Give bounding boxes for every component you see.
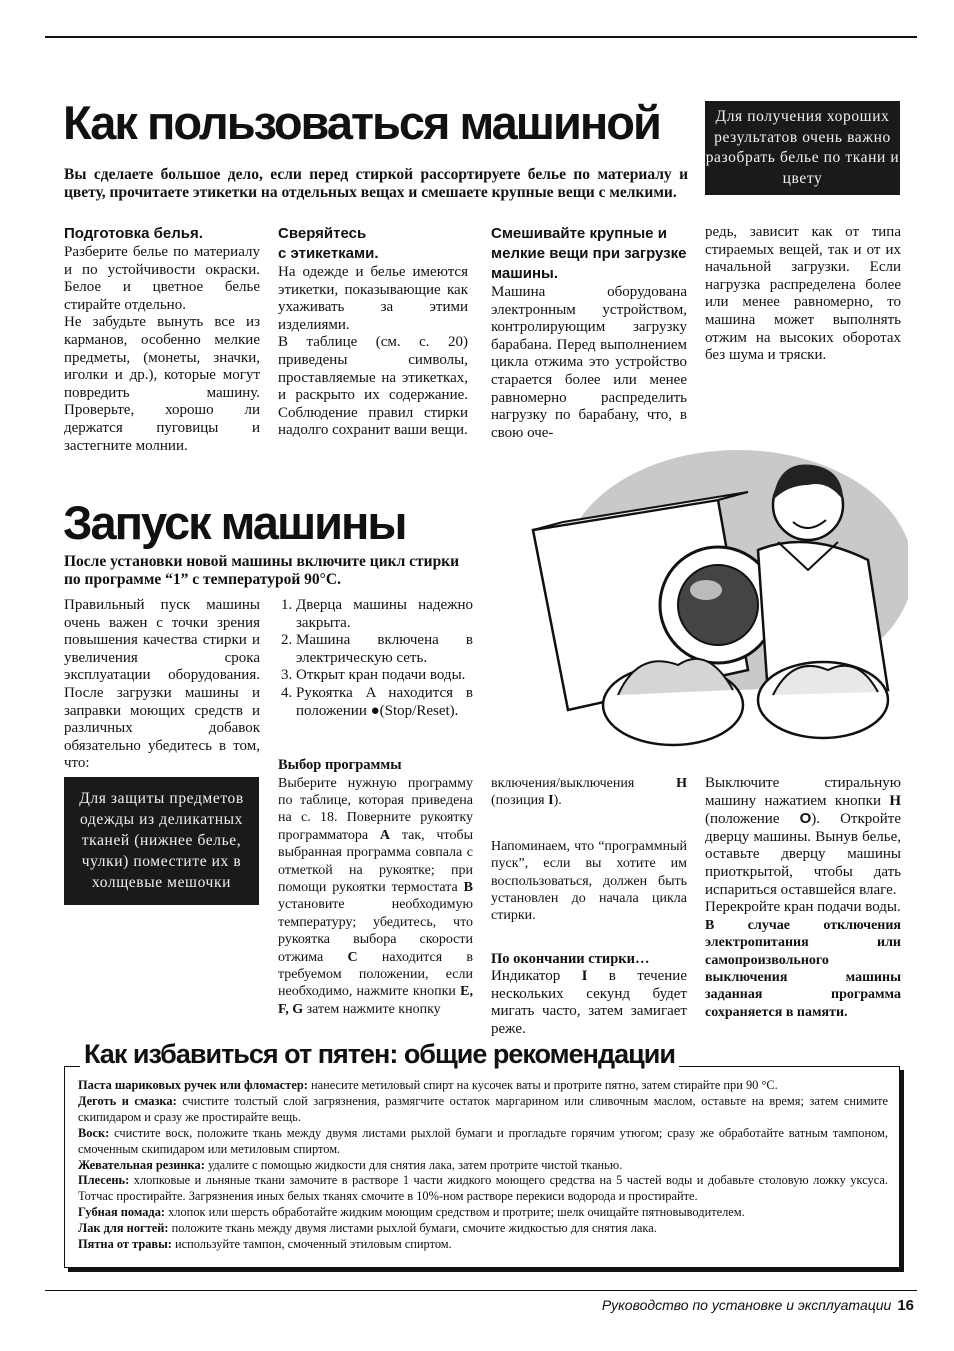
column-power-off <box>705 775 901 1021</box>
indicator-i-label-2: I <box>581 968 588 985</box>
machine-door-inner <box>678 565 758 645</box>
program-text-c: установите необходимую температуру; убедитесь, что рукоятка выбора скорости отжима <box>278 897 473 965</box>
end-text-a: Индикатор <box>491 968 582 985</box>
page-footer <box>602 1297 914 1314</box>
program-text-b: так, чтобы выбранная программа совпала с отметкой на рукоятке; при помощи рукоятки термостата <box>278 827 473 895</box>
stain-item <box>78 1205 888 1221</box>
section2-title: Запуск машины <box>63 496 406 549</box>
washing-machine-illustration <box>508 430 908 760</box>
text-mix-items: Машина оборудована электронным устройством, контролирующим загрузку барабана. Перед выполнением цикла отжима это устройство старается более или менее равномерно распределить нагрузку по барабану, что, в свою оче- <box>491 284 687 441</box>
checklist-item: 4. Рукоятка A находится в положении ●(Stop/Reset). <box>296 685 473 720</box>
text-check-labels-2: В таблице (см. с. 20) приведены символы, проставляемые на этикетках, и раскрыто их содержание. Соблюдение правил стирки надолго сохранит ваши вещи. <box>278 334 468 439</box>
stain-label: Воск: <box>78 1125 110 1140</box>
tip-box-text: Для получения хороших результатов очень важно разобрать белье по ткани и цвету <box>705 108 900 187</box>
heading-program-select: Выбор программы <box>278 757 402 773</box>
stain-item <box>78 1173 888 1205</box>
tip-box-delicates-text: Для защиты предметов одежды из деликатных тканей (нижнее белье, чулки) поместите их в холщевые мешочки <box>79 790 244 891</box>
text-power-failure: В случае отключения электропитания или самопроизвольного выключения машины заданная программа сохраняется в памяти. <box>705 917 901 1020</box>
tip-box-sorting <box>705 101 900 195</box>
page-title: Как пользоваться машиной <box>63 96 660 149</box>
heading-check-labels-line1: Сверяйтесь <box>278 225 367 242</box>
door-glass-highlight <box>690 580 722 600</box>
button-h-label: H <box>676 776 687 791</box>
power-text-b: (позиция <box>491 793 549 809</box>
page-number: 16 <box>897 1297 914 1314</box>
stain-removal-title: Как избавиться от пятен: общие рекомендации <box>80 1038 679 1070</box>
stain-text: нанесите метиловый спирт на кусочек ваты и протрите пятно, затем стирайте при 90 °С. <box>307 1078 778 1092</box>
text-laundry-prep-1: Разберите белье по материалу и по устойчивости окраски. Белое и цветное белье стирайте отдельно. <box>64 244 260 313</box>
checklist <box>278 597 473 720</box>
text-load-balance: редь, зависит как от типа стираемых вещей, так и от их начальной загрузки. Если нагрузка распределена более или менее равномерно, то машина может выполнять отжим на высоких оборотах без шума и тряски. <box>705 224 901 364</box>
position-o-label: O <box>799 810 812 828</box>
heading-check-labels-line2: с этикетками. <box>278 245 379 262</box>
buttons-efg-label: E, F, G <box>278 984 473 1017</box>
text-program-start-reminder: Напоминаем, что “программный пуск”, если вы хотите им воспользоваться, должен быть установлен до начала цикла стирки. <box>491 838 687 924</box>
stain-label: Лак для ногтей: <box>78 1221 169 1236</box>
program-text-a: Выберите нужную программу по таблице, которая приведена на с. 18. Поверните рукоятку программатора <box>278 775 473 843</box>
text-close-tap: Перекройте кран подачи воды. <box>705 899 901 916</box>
text-proper-start: Правильный пуск машины очень важен с точки зрения повышения качества стирки и увеличения срока эксплуатации оборудования. После загрузки машины и заправки моющих средств и различных добавок обязательно убедитесь в том, что: <box>64 597 260 772</box>
stain-text: хлопковые и льняные ткани замочите в растворе 1 части жидкого моющего средства на 5 частей воды и добавьте столовую ложку уксуса. Тотчас простирайте. Загрязнения иных белых тканях смочите в 10%-ном растворе перекиси водорода и простирайте. <box>78 1173 888 1204</box>
column-laundry-prep <box>64 224 260 455</box>
stain-text: хлопок или шерсть обработайте жидким моющим средством и протрите; шелк очищайте пятновыводителем. <box>165 1205 745 1220</box>
text-power-on <box>491 775 687 810</box>
stain-text: используйте тампон, смоченный этиловым спиртом. <box>171 1237 452 1252</box>
stain-label: Паста шариковых ручек или фломастер: <box>78 1078 308 1092</box>
power-text-c: ). <box>553 793 562 809</box>
stain-label: Плесень: <box>78 1173 130 1188</box>
top-rule <box>45 36 917 38</box>
checklist-item: 1. Дверца машины надежно закрыта. <box>296 597 473 632</box>
button-h-label-2: H <box>889 792 901 809</box>
program-text-d: находится в требуемом положении, если необходимо, нажмите кнопки <box>278 949 474 1000</box>
stain-removal-list <box>78 1078 888 1253</box>
knob-c-label: C <box>347 949 358 965</box>
stain-label: Пятна от травы: <box>78 1237 172 1252</box>
knob-a-label: A <box>379 827 391 843</box>
stain-label: Жевательная резинка: <box>78 1157 205 1172</box>
stain-text: счистите толстый слой загрязнения, размягчите остаток маргарином или сливочным маслом, оставьте на время; затем снимите скипидаром и сразу же простирайте вещь. <box>78 1093 888 1124</box>
stain-item <box>78 1094 888 1126</box>
column-mix-items <box>491 224 687 442</box>
heading-end-of-wash: По окончании стирки… <box>491 950 650 967</box>
stain-text: положите ткань между двумя листами рыхлой бумаги, смочите жидкостью для снятия лака. <box>168 1221 657 1236</box>
text-end-of-wash <box>491 968 687 1038</box>
stain-text: удалите с помощью жидкости для снятия лака, затем протрите чистой тканью. <box>204 1157 623 1172</box>
text-laundry-prep-2: Не забудьте вынуть все из карманов, особенно мелкие предметы, (монеты, значки, иголки и др.), которые могут повредить машину. Проверьте, хорошо ли держатся пуговицы и застегните молнии. <box>64 314 260 454</box>
column-checklist <box>278 597 473 720</box>
column-power-on <box>491 775 687 1038</box>
footer-text: Руководство по установке и эксплуатации <box>601 1297 892 1313</box>
stain-item <box>78 1126 888 1158</box>
heading-mix-items: Смешивайте крупные и мелкие вещи при загрузке машины. <box>491 225 687 282</box>
heading-check-labels <box>278 224 468 264</box>
power-text-a: включения/выключения <box>491 776 677 791</box>
column-check-labels <box>278 224 468 440</box>
checklist-item: 3. Открыт кран подачи воды. <box>296 667 473 685</box>
section1-lead: Вы сделаете большое дело, если перед стиркой рассортируете белье по материалу и цвету, прочитаете этикетки на отдельных вещах и смешаете крупные вещи с мелкими. <box>64 166 688 201</box>
stain-text: счистите воск, положите ткань между двумя листами рыхлой бумаги и прогладьте горячим утюгом; сразу же обработайте ватным тампоном, смоченным скипидаром или метиловым спиртом. <box>78 1125 888 1156</box>
section2-lead: После установки новой машины включите цикл стирки по программе “1” с температурой 90°С. <box>64 553 460 588</box>
program-text-e: затем нажмите кнопку <box>303 1001 441 1017</box>
bottom-rule <box>45 1290 917 1291</box>
end-text-b: в течение нескольких секунд будет мигать часто, затем замигает реже. <box>491 968 687 1037</box>
stain-label: Губная помада: <box>78 1205 166 1220</box>
indicator-i-label: I <box>548 793 554 809</box>
text-program-select <box>278 775 473 1019</box>
stain-label: Деготь и смазка: <box>78 1093 177 1108</box>
text-check-labels-1: На одежде и белье имеются этикетки, показывающие как ухаживать за этими изделиями. <box>278 264 468 333</box>
stain-item <box>78 1078 888 1094</box>
tip-box-delicates <box>64 777 259 905</box>
column-program-select <box>278 757 473 1018</box>
column-load-balance <box>705 224 901 365</box>
off-text-a: Выключите стиральную машину нажатием кнопки <box>705 775 901 809</box>
off-text-c: ). Откройте дверцу машины. Вынув белье, оставьте дверцу машины приоткрытой, чтобы дать испариться оставшейся влаге. <box>705 811 901 898</box>
stain-item <box>78 1221 888 1237</box>
checklist-item: 2. Машина включена в электрическую сеть. <box>296 632 473 667</box>
stain-item <box>78 1158 888 1174</box>
heading-laundry-prep: Подготовка белья. <box>64 225 203 242</box>
knob-b-label: B <box>463 879 473 895</box>
text-power-off <box>705 775 901 899</box>
stain-item <box>78 1237 888 1253</box>
column-proper-start <box>64 597 260 773</box>
off-text-b: (положение <box>705 811 800 828</box>
